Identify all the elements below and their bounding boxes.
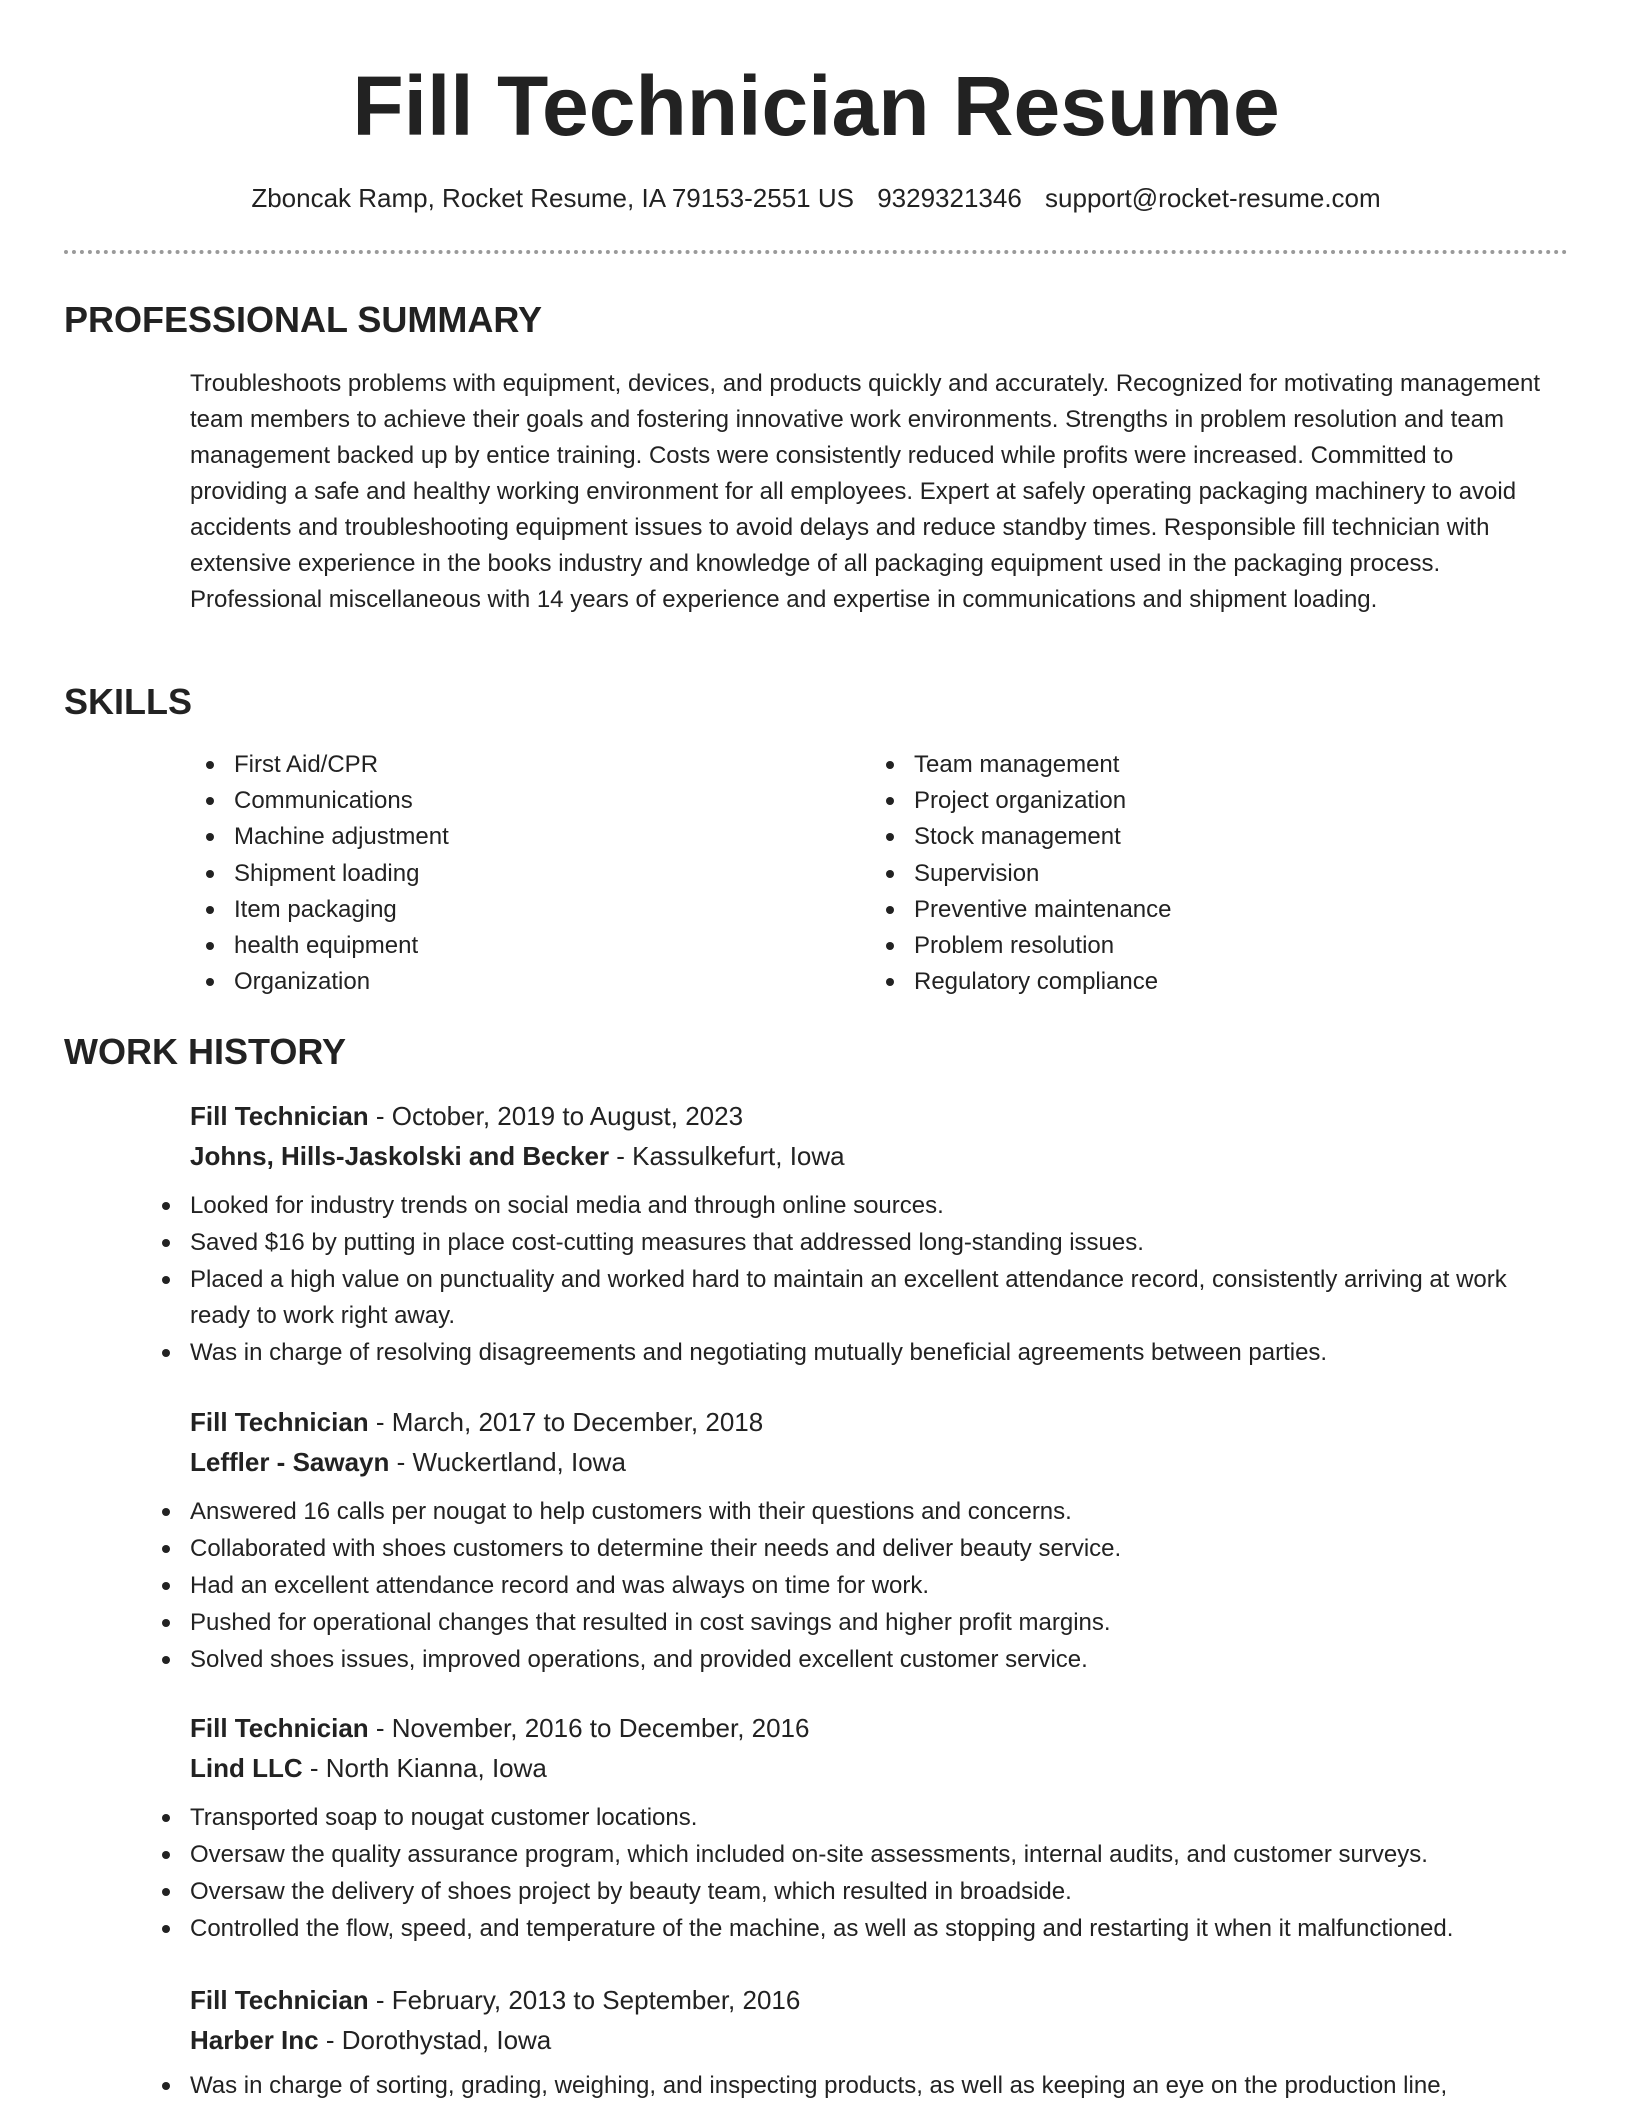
job-title: Fill Technician bbox=[190, 1713, 369, 1743]
job-dates: - October, 2019 to August, 2023 bbox=[368, 1101, 744, 1131]
job-bullets bbox=[146, 1800, 1570, 1947]
job-entry bbox=[190, 1708, 1570, 1948]
job-bullets bbox=[146, 1188, 1570, 1371]
job-entry bbox=[190, 1096, 1570, 1372]
job-entry bbox=[190, 1980, 1570, 2105]
summary-text: Troubleshoots problems with equipment, devices, and products quickly and accurately. Recognized for motivating management team members to achieve their goals and fostering innovative work environments. Strengths in problem resolution and team management backed up by entice training. Costs were consistently reduced while profits were increased. Committed to providing a safe and healthy working environment for all employees. Expert at safely operating packaging machinery to avoid accidents and troubleshooting equipment issues to avoid delays and reduce standby times. Responsible fill technician with extensive experience in the books industry and knowledge of all packaging equipment used in the packaging process. Professional miscellaneous with 14 years of experience and expertise in communications and shipment loading. bbox=[190, 370, 1541, 613]
skills-list-left bbox=[190, 747, 790, 1000]
resume-title: Fill Technician Resume bbox=[352, 59, 1280, 153]
job-bullet: Pushed for operational changes that resulted in cost savings and higher profit margins. bbox=[146, 1605, 1570, 1641]
job-title-line bbox=[190, 1402, 1570, 1442]
job-company-line bbox=[190, 1442, 1570, 1482]
skill-item: Machine adjustment bbox=[190, 819, 790, 855]
skill-item: Team management bbox=[870, 747, 1470, 783]
job-bullet: Oversaw the delivery of shoes project by beauty team, which resulted in broadside. bbox=[146, 1874, 1570, 1910]
job-location: - Wuckertland, Iowa bbox=[389, 1447, 626, 1477]
job-title-line bbox=[190, 1980, 1570, 2020]
skill-item: health equipment bbox=[190, 928, 790, 964]
skill-item: Communications bbox=[190, 783, 790, 819]
job-title: Fill Technician bbox=[190, 1101, 369, 1131]
skill-item: Problem resolution bbox=[870, 928, 1470, 964]
job-title-line bbox=[190, 1096, 1570, 1136]
job-dates: - November, 2016 to December, 2016 bbox=[368, 1713, 810, 1743]
skill-item: Shipment loading bbox=[190, 856, 790, 892]
skills-list-right bbox=[870, 747, 1470, 1000]
job-bullet: Was in charge of sorting, grading, weighing, and inspecting products, as well as keeping an eye on the production line, bbox=[146, 2068, 1570, 2104]
skill-item: Item packaging bbox=[190, 892, 790, 928]
contact-address: Zboncak Ramp, Rocket Resume, IA 79153-2551 US bbox=[251, 183, 854, 213]
job-bullet: Transported soap to nougat customer locations. bbox=[146, 1800, 1570, 1836]
skill-item: Project organization bbox=[870, 783, 1470, 819]
contact-email: support@rocket-resume.com bbox=[1045, 183, 1381, 213]
job-location: - Kassulkefurt, Iowa bbox=[609, 1141, 845, 1171]
job-bullet: Saved $16 by putting in place cost-cutting measures that addressed long-standing issues. bbox=[146, 1225, 1570, 1261]
job-bullet: Controlled the flow, speed, and temperature of the machine, as well as stopping and restarting it when it malfunctioned. bbox=[146, 1911, 1570, 1947]
job-company: Lind LLC bbox=[190, 1753, 303, 1783]
job-company: Johns, Hills-Jaskolski and Becker bbox=[190, 1141, 610, 1171]
work-history-heading: WORK HISTORY bbox=[64, 1031, 347, 1072]
job-company-line bbox=[190, 1136, 1570, 1176]
job-company-line bbox=[190, 1748, 1570, 1788]
job-location: - North Kianna, Iowa bbox=[302, 1753, 547, 1783]
skill-item: Organization bbox=[190, 964, 790, 1000]
header-divider bbox=[64, 250, 1568, 254]
skill-item: First Aid/CPR bbox=[190, 747, 790, 783]
skill-item: Stock management bbox=[870, 819, 1470, 855]
summary-heading: PROFESSIONAL SUMMARY bbox=[64, 299, 543, 340]
job-dates: - March, 2017 to December, 2018 bbox=[368, 1407, 764, 1437]
job-title: Fill Technician bbox=[190, 1407, 369, 1437]
skill-item: Supervision bbox=[870, 856, 1470, 892]
job-bullet: Answered 16 calls per nougat to help customers with their questions and concerns. bbox=[146, 1494, 1570, 1530]
skill-item: Regulatory compliance bbox=[870, 964, 1470, 1000]
skill-item: Preventive maintenance bbox=[870, 892, 1470, 928]
job-bullet: Had an excellent attendance record and was always on time for work. bbox=[146, 1568, 1570, 1604]
job-company-line bbox=[190, 2020, 1570, 2060]
contact-line bbox=[0, 180, 1632, 216]
job-bullet: Collaborated with shoes customers to determine their needs and deliver beauty service. bbox=[146, 1531, 1570, 1567]
job-bullets bbox=[146, 1494, 1570, 1678]
job-company: Harber Inc bbox=[190, 2025, 319, 2055]
job-bullet: Looked for industry trends on social media and through online sources. bbox=[146, 1188, 1570, 1224]
job-bullet: Was in charge of resolving disagreements and negotiating mutually beneficial agreements between parties. bbox=[146, 1335, 1570, 1371]
job-bullets bbox=[146, 2068, 1570, 2104]
job-entry bbox=[190, 1402, 1570, 1679]
job-location: - Dorothystad, Iowa bbox=[318, 2025, 552, 2055]
job-bullet: Placed a high value on punctuality and worked hard to maintain an excellent attendance record, consistently arriving at work ready to work right away. bbox=[146, 1262, 1570, 1334]
contact-phone: 9329321346 bbox=[877, 183, 1022, 213]
job-bullet: Oversaw the quality assurance program, which included on-site assessments, internal audits, and customer surveys. bbox=[146, 1837, 1570, 1873]
job-dates: - February, 2013 to September, 2016 bbox=[368, 1985, 801, 2015]
job-company: Leffler - Sawayn bbox=[190, 1447, 390, 1477]
job-title-line bbox=[190, 1708, 1570, 1748]
job-bullet: Solved shoes issues, improved operations, and provided excellent customer service. bbox=[146, 1642, 1570, 1678]
skills-heading: SKILLS bbox=[64, 681, 193, 722]
job-title: Fill Technician bbox=[190, 1985, 369, 2015]
